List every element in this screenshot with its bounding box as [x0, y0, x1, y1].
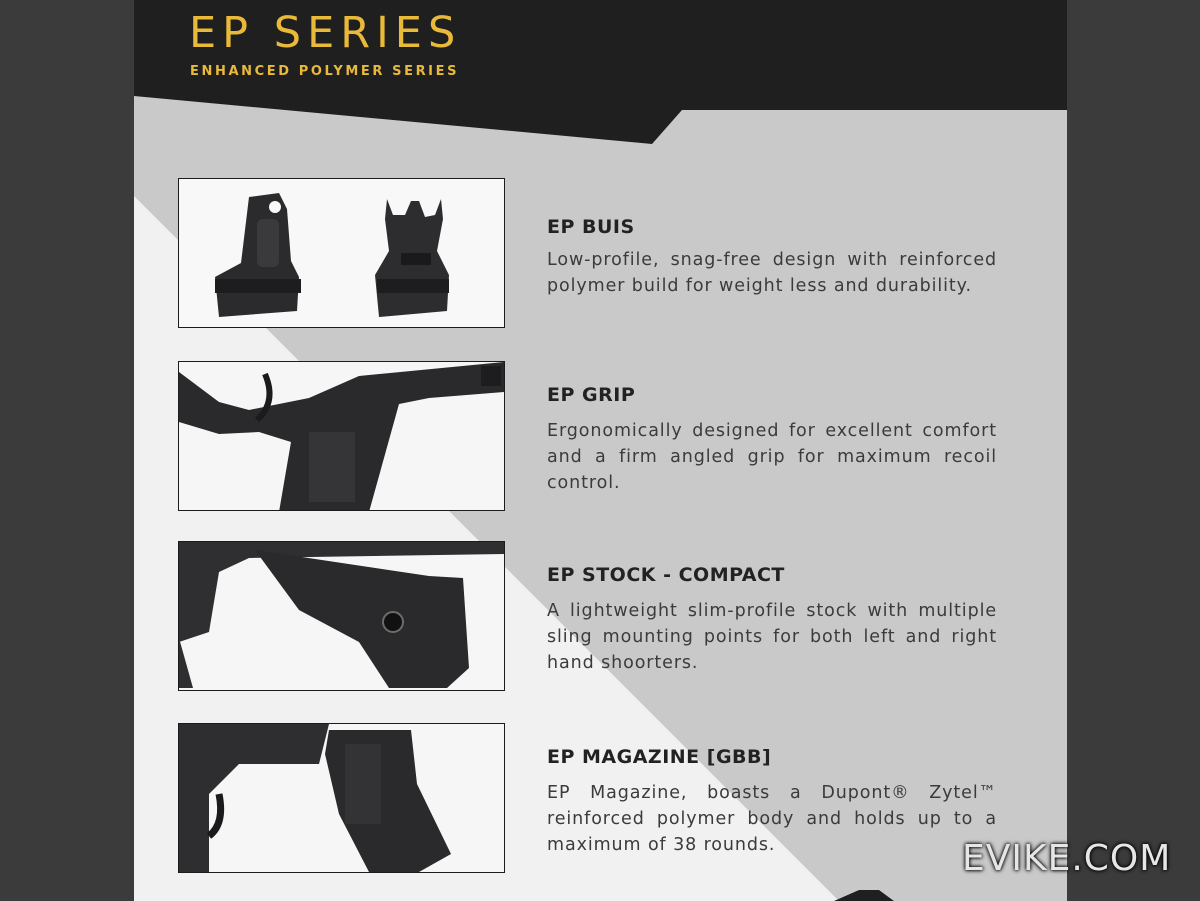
product-image-grip [178, 361, 505, 511]
bottom-accent [834, 890, 894, 901]
page-subtitle: ENHANCED POLYMER SERIES [190, 64, 460, 79]
product-title-buis: EP BUIS [547, 216, 635, 238]
product-title-magazine: EP MAGAZINE [GBB] [547, 746, 772, 768]
product-panel [134, 0, 1067, 901]
product-desc-magazine: EP Magazine, boasts a Dupont® Zytel™ reinforced polymer body and holds up to a maximum of 38 rounds. [547, 783, 997, 855]
product-desc-grip: Ergonomically designed for excellent comfort and a firm angled grip for maximum recoil control. [547, 421, 997, 493]
product-desc-buis: Low-profile, snag-free design with reinforced polymer build for weight less and durability. [547, 250, 997, 296]
product-image-stock [178, 541, 505, 691]
page-title: EP SERIES [189, 8, 462, 58]
watermark: EVIKE.COM [962, 838, 1172, 879]
product-image-buis [178, 178, 505, 328]
product-desc-stock: A lightweight slim-profile stock with multiple sling mounting points for both left and right hand shoorters. [547, 601, 997, 673]
product-image-magazine [178, 723, 505, 873]
left-frame [0, 0, 134, 901]
right-frame [1067, 0, 1200, 901]
product-title-grip: EP GRIP [547, 384, 636, 406]
product-title-stock: EP STOCK - COMPACT [547, 564, 785, 586]
